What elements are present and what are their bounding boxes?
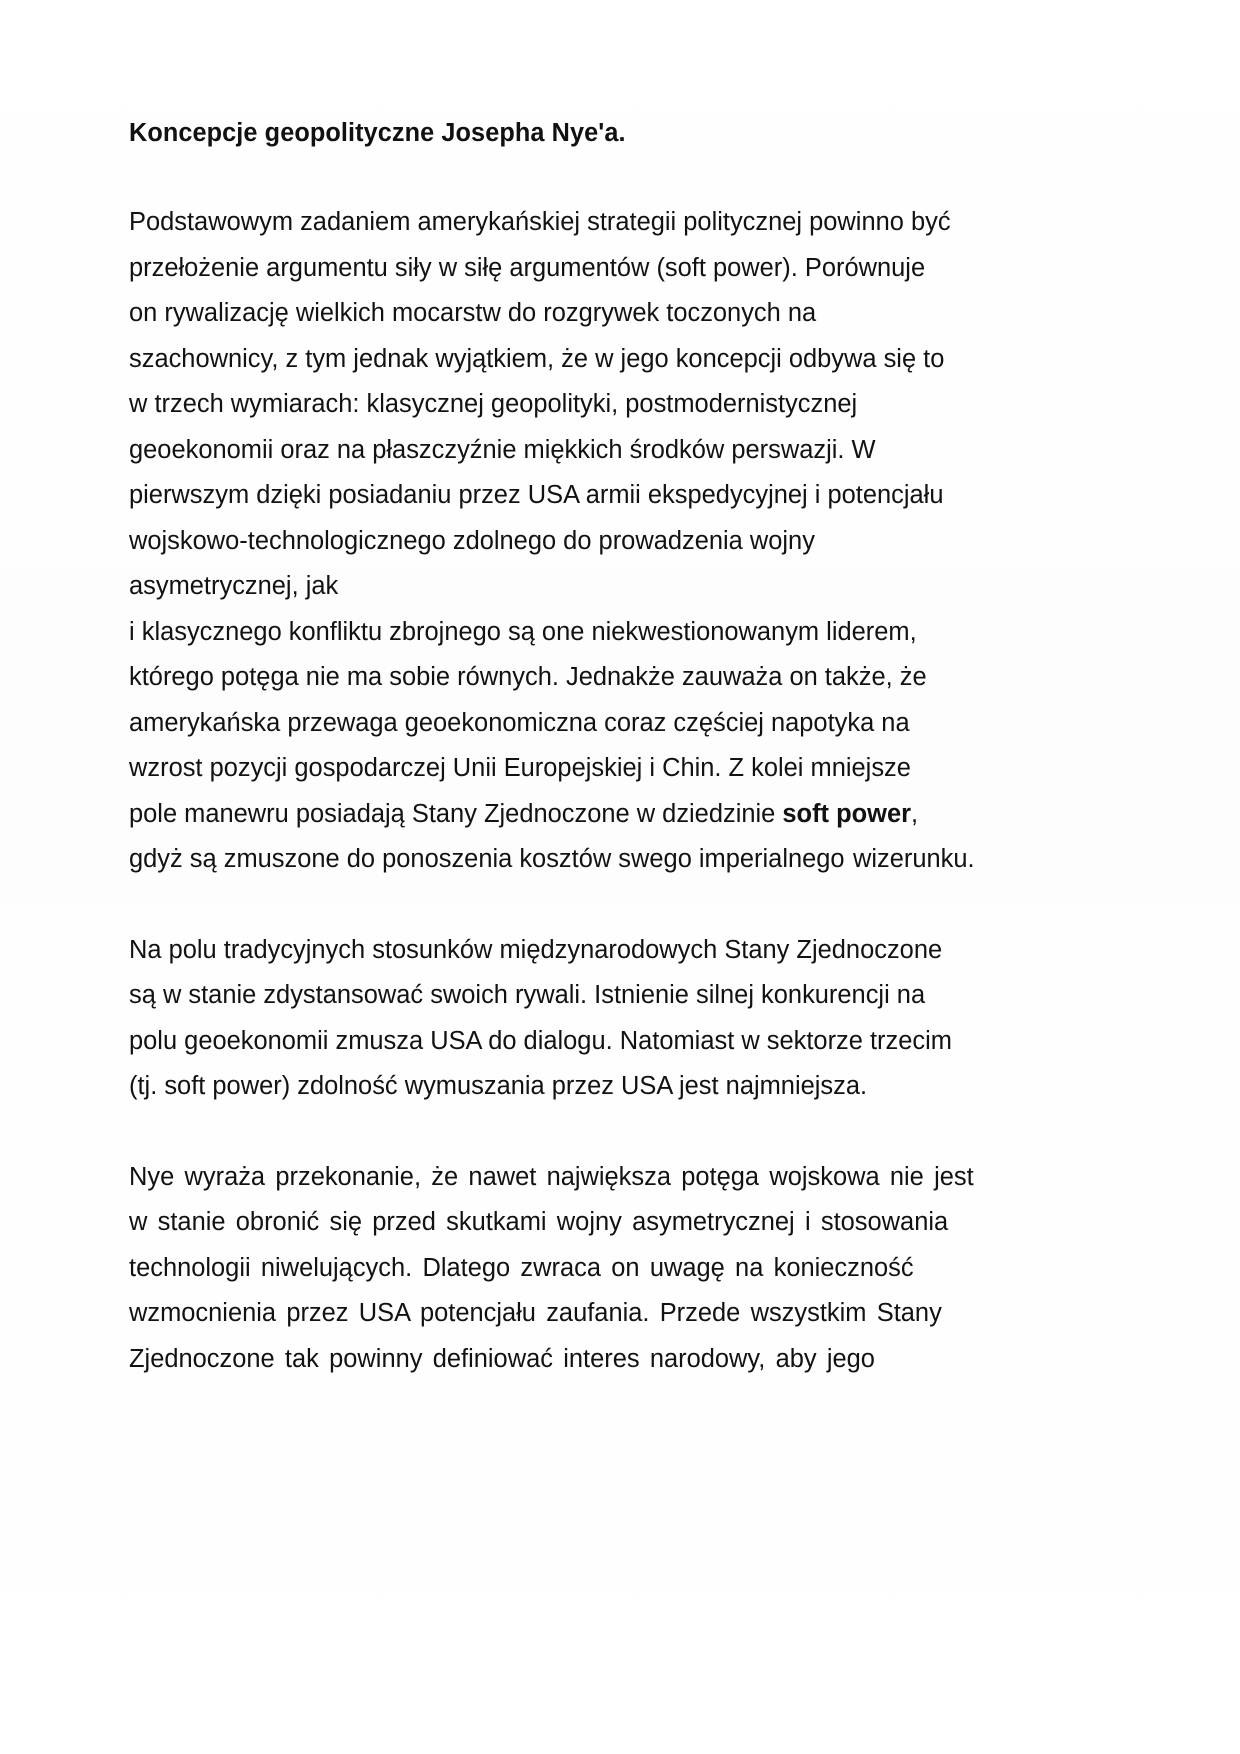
soft-power-bold: soft power (782, 799, 912, 828)
paragraph-1-line: wizerunku. (853, 845, 975, 873)
paragraph-1 (129, 200, 991, 883)
paragraph-1-line: wzrost pozycji gospodarczej Unii Europejskiej i Chin. Z kolei mniejsze (129, 754, 911, 782)
paragraph-3-line: Zjednoczone tak powinny definiować interes narodowy, aby jego (129, 1344, 875, 1373)
paragraph-2 (129, 928, 991, 1110)
paragraph-1-line: gdyż są zmuszone do ponoszenia kosztów swego imperialnego (129, 845, 845, 873)
paragraph-1-line: wojskowo-technologicznego zdolnego do prowadzenia wojny (129, 526, 815, 555)
paragraph-2-line: są w stanie zdystansować swoich rywali. Istnienie silnej konkurencji na (129, 981, 926, 1009)
paragraph-1-line: przełożenie argumentu siły w siłę argumentów (soft power). Porównuje (129, 253, 926, 282)
paragraph-2-line: Na polu tradycyjnych stosunków międzynarodowych Stany Zjednoczone (129, 935, 943, 964)
paragraph-2-line: (tj. soft power) zdolność wymuszania przez USA jest najmniejsza. (129, 1072, 868, 1100)
document-body (129, 116, 991, 1382)
paragraph-spacer (129, 1110, 991, 1155)
paragraph-1-line: szachownicy, z tym jednak wyjątkiem, że w jego koncepcji odbywa się to (129, 344, 945, 373)
paragraph-1-line: pierwszym dzięki posiadaniu przez USA armii ekspedycyjnej i potencjału (129, 481, 944, 509)
paragraph-3 (129, 1155, 991, 1383)
title-spacer (129, 150, 991, 200)
paragraph-1-line-softpower (129, 792, 918, 838)
paragraph-3-line: wzmocnienia przez USA potencjału zaufania. Przede wszystkim Stany (129, 1299, 942, 1327)
paragraph-3-line: technologii niwelujących. Dlatego zwraca on uwagę na konieczność (129, 1253, 914, 1282)
paragraph-1-line: i klasycznego konfliktu zbrojnego są one niekwestionowanym liderem, (129, 617, 917, 646)
paragraph-1-line: w trzech wymiarach: klasycznej geopolityki, postmodernistycznej (129, 390, 858, 418)
paragraph-3-line: Nye wyraża przekonanie, że nawet największa potęga wojskowa nie jest (129, 1162, 974, 1191)
paragraph-spacer (129, 883, 991, 928)
paragraph-1-line-prefix: pole manewru posiadają Stany Zjednoczone w dziedzinie (129, 799, 783, 828)
paragraph-3-line: w stanie obronić się przed skutkami wojny asymetrycznej i stosowania (129, 1208, 949, 1236)
page-title: Koncepcje geopolityczne Josepha Nye'a. (129, 119, 626, 147)
paragraph-1-line: asymetrycznej, jak (129, 572, 339, 600)
paragraph-1-line: amerykańska przewaga geoekonomiczna coraz częściej napotyka na (129, 708, 910, 737)
paragraph-1-line: którego potęga nie ma sobie równych. Jednakże zauważa on także, że (129, 663, 927, 691)
paragraph-1-line-suffix: , (911, 799, 919, 828)
paragraph-1-line: Podstawowym zadaniem amerykańskiej strategii politycznej powinno być (129, 208, 951, 236)
paragraph-1-line: on rywalizację wielkich mocarstw do rozgrywek toczonych na (129, 299, 817, 327)
paragraph-2-line: polu geoekonomii zmusza USA do dialogu. Natomiast w sektorze trzecim (129, 1026, 952, 1055)
paragraph-1-line: geoekonomii oraz na płaszczyźnie miękkich środków perswazji. W (129, 435, 876, 464)
